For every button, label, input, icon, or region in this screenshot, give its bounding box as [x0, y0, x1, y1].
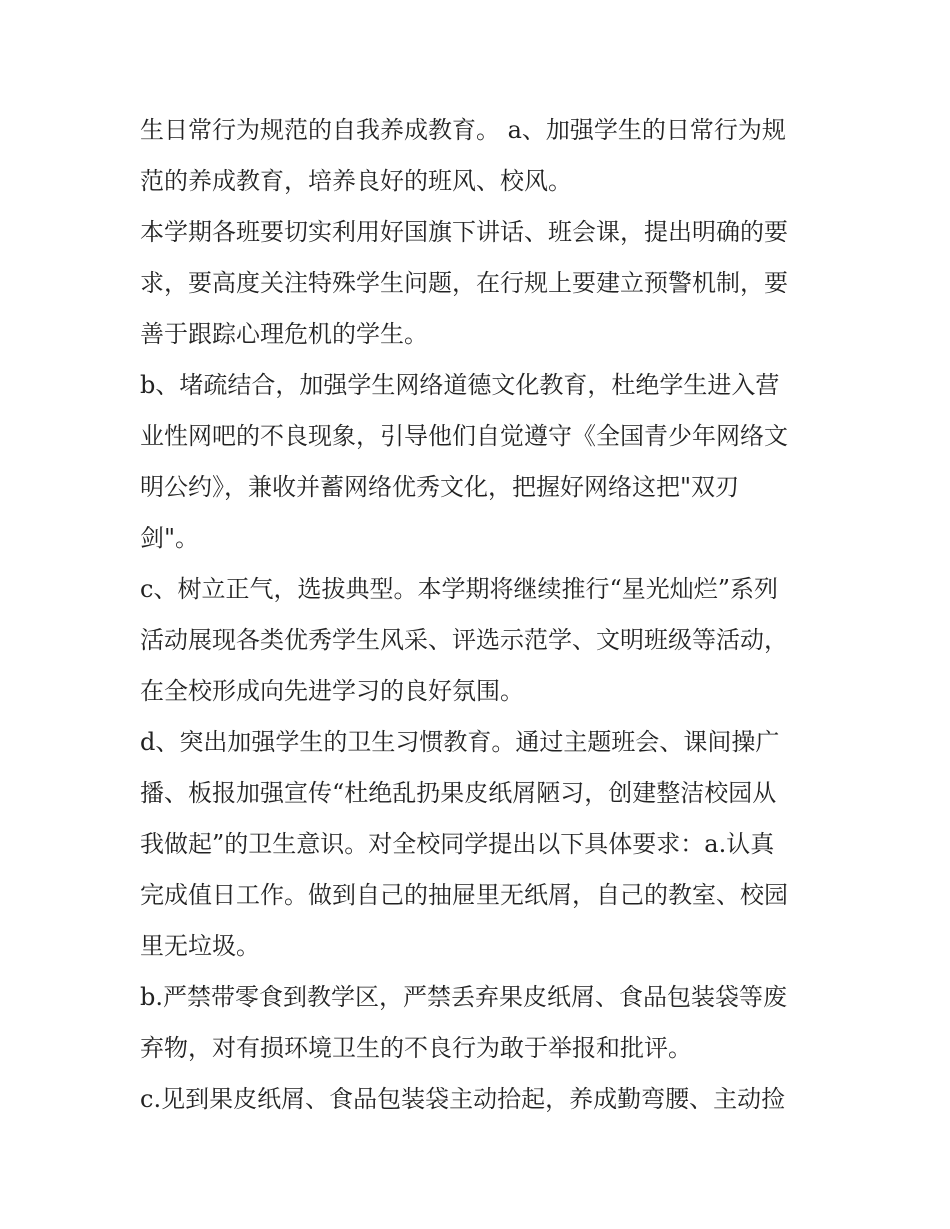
text-line: 完成值日工作。做到自己的抽屉里无纸屑，自己的教室、校园	[140, 881, 788, 909]
text-line: 在全校形成向先进学习的良好氛围。	[140, 677, 524, 705]
text-line: 弃物，对有损环境卫生的不良行为敢于举报和批评。	[140, 1034, 692, 1062]
text-line: c、树立正气，选拔典型。本学期将继续推行“星光灿烂”系列	[140, 575, 778, 603]
body-text	[140, 105, 820, 1125]
text-line: b.严禁带零食到教学区，严禁丢弃果皮纸屑、食品包装袋等废	[140, 983, 787, 1011]
text-line: b、堵疏结合，加强学生网络道德文化教育，杜绝学生进入营	[140, 371, 780, 399]
text-line: 范的养成教育，培养良好的班风、校风。	[140, 167, 572, 195]
text-line: 求，要高度关注特殊学生问题，在行规上要建立预警机制，要	[140, 269, 788, 297]
text-line: c.见到果皮纸屑、食品包装袋主动拾起，养成勤弯腰、主动捡	[140, 1085, 786, 1113]
text-line: 播、板报加强宣传“杜绝乱扔果皮纸屑陋习，创建整洁校园从	[140, 779, 777, 807]
text-line: 本学期各班要切实利用好国旗下讲话、班会课，提出明确的要	[140, 218, 788, 246]
text-line: 善于跟踪心理危机的学生。	[140, 320, 428, 348]
text-line: 业性网吧的不良现象，引导他们自觉遵守《全国青少年网络文	[140, 422, 788, 450]
text-line: 活动展现各类优秀学生风采、评选示范学、文明班级等活动，	[140, 626, 788, 654]
text-line: d、突出加强学生的卫生习惯教育。通过主题班会、课间操广	[140, 728, 780, 756]
text-line: 我做起”的卫生意识。对全校同学提出以下具体要求：a.认真	[140, 830, 775, 858]
text-line: 里无垃圾。	[140, 932, 260, 960]
text-line: 明公约》，兼收并蓄网络优秀文化，把握好网络这把"双刃	[140, 473, 740, 501]
text-line: 剑"。	[140, 524, 200, 552]
text-line: 生日常行为规范的自我养成教育。 a、加强学生的日常行为规	[140, 116, 786, 144]
